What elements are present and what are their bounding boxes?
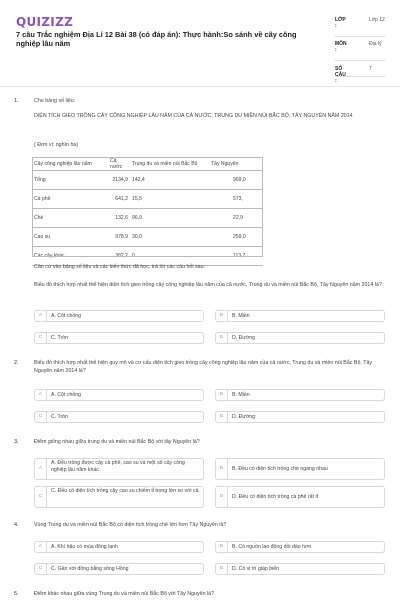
option-letter: D <box>216 333 228 343</box>
table-cell: 382,2 <box>108 247 130 266</box>
lop-label: LỚP : <box>335 17 346 29</box>
table-note: Căn cứ vào bảng số liệu và các kiến thức đã học, trả lời các câu hỏi sau: <box>34 264 206 270</box>
option-letter: B <box>216 390 228 400</box>
page-title: 7 câu Trắc nghiệm Địa Lí 12 Bài 38 (có đáp án): Thực hành:So sánh về cây công nghiệp lâu năm <box>16 30 297 48</box>
option-text: C. Tròn <box>51 335 69 341</box>
table-cell: 0 <box>130 247 209 266</box>
option-text: A. Khí hậu có mùa đông lạnh <box>51 544 118 550</box>
answer-option-a[interactable] <box>34 541 204 553</box>
table-cell: 132,6 <box>108 209 130 228</box>
option-text: A. Cột chồng <box>51 313 81 319</box>
table-cell: 259,0 <box>209 228 263 247</box>
answer-option-c[interactable] <box>34 486 204 508</box>
option-text: D. Đều có diện tích trồng cà phê rất ít <box>232 494 319 500</box>
option-letter: C <box>35 564 47 574</box>
option-letter: A <box>35 459 47 479</box>
answer-option-b[interactable] <box>215 310 385 322</box>
answer-option-a[interactable] <box>34 389 204 401</box>
question-number: 4. <box>14 522 19 528</box>
table-cell: 113,7 <box>209 247 263 266</box>
option-letter: C <box>35 487 47 507</box>
question-intro: Cho bảng số liệu: <box>34 98 76 104</box>
quizizz-logo: QUIZIZZ <box>16 15 74 29</box>
option-letter: B <box>216 542 228 552</box>
table-cell: 22,9 <box>209 209 263 228</box>
answer-option-d[interactable] <box>215 486 385 508</box>
option-text: A. Đều trồng được cây cà phê, cao su và một số cây công nghiệp lâu năm khác <box>51 460 185 473</box>
answer-option-b[interactable] <box>215 541 385 553</box>
option-letter: B <box>216 311 228 321</box>
option-text: B. Miền <box>232 392 250 398</box>
option-letter: B <box>216 459 228 479</box>
table-cell: 573, <box>209 190 263 209</box>
option-text: D. Đường <box>232 414 256 420</box>
option-letter: C <box>35 333 47 343</box>
table-cell: Cao su <box>32 228 108 247</box>
data-table <box>32 157 263 266</box>
table-row <box>32 228 263 247</box>
answer-option-a[interactable] <box>34 458 204 480</box>
table-cell: 30,0 <box>130 228 209 247</box>
option-letter: D <box>216 487 228 507</box>
option-text: D. Đường <box>232 335 256 341</box>
question-number: 5. <box>14 591 19 597</box>
table-row <box>32 190 263 209</box>
mon-label: MÔN : <box>335 41 347 53</box>
option-text: B. Có nguồn lao động dồi dào hơn <box>232 544 312 550</box>
question-number: 2. <box>14 360 19 366</box>
option-letter: D <box>216 564 228 574</box>
header-divider <box>0 86 400 87</box>
table-cell: 978,9 <box>108 228 130 247</box>
option-letter: A <box>35 311 47 321</box>
answer-option-a[interactable] <box>34 310 204 322</box>
table-cell: Tổng <box>32 171 108 190</box>
option-letter: C <box>35 412 47 422</box>
table-header-cell: Cây công nghiệp lâu năm <box>32 158 108 171</box>
question-number: 3. <box>14 439 19 445</box>
option-text: C. Đều có diện tích trồng cây cao su chiếm tỉ trọng lớn so với cả <box>51 488 199 494</box>
table-cell: Cà phê <box>32 190 108 209</box>
divider <box>335 76 385 77</box>
table-cell: Các cây khác <box>32 247 108 266</box>
answer-option-c[interactable] <box>34 563 204 575</box>
socau-label: SỐ CÂU : <box>335 66 346 84</box>
answer-option-d[interactable] <box>215 332 385 344</box>
table-title: DIỆN TÍCH GIEO TRỒNG CÂY CÔNG NGHIỆP LÂU NĂM CỦA CẢ NƯỚC, TRUNG DU MIỀN NÚI BẮC BỘ, TÂY NGUYÊN NĂM 2014 <box>34 113 353 119</box>
table-cell: 641,2 <box>108 190 130 209</box>
table-row <box>32 171 263 190</box>
table-cell: Chè <box>32 209 108 228</box>
table-row <box>32 209 263 228</box>
table-header-row <box>32 158 263 171</box>
option-text: C. Tròn <box>51 414 69 420</box>
table-cell: 15,5 <box>130 190 209 209</box>
socau-value: 7 <box>369 66 372 72</box>
mon-value: Địa lý <box>369 41 382 47</box>
table-cell: 969,0 <box>209 171 263 190</box>
answer-option-b[interactable] <box>215 458 385 480</box>
question-text: Biểu đồ thích hợp nhất thể hiện quy mô và cơ cấu diện tích gieo trồng cây công nghiệp lâu năm của cả nước, Trung du và miền núi Bắc Bộ, Tây Nguyên năm 2014 là? <box>34 360 373 374</box>
option-text: B. Miền <box>232 313 250 319</box>
table-cell: 142,4 <box>130 171 209 190</box>
answer-option-b[interactable] <box>215 389 385 401</box>
option-letter: A <box>35 542 47 552</box>
lop-value: Lớp 12 <box>369 17 385 23</box>
question-text: Điểm giống nhau giữa trung du và miền núi Bắc Bộ với tây Nguyên là? <box>34 439 200 445</box>
option-letter: A <box>35 390 47 400</box>
answer-option-c[interactable] <box>34 411 204 423</box>
option-letter: D <box>216 412 228 422</box>
table-header-cell: Cả nước <box>108 158 130 171</box>
divider <box>335 36 385 37</box>
table-header-cell: Trung du và miền núi Bắc Bộ <box>130 158 209 171</box>
question-text: Biểu đồ thích hợp nhất thể hiện diện tích gieo trồng cây công nghiệp lâu năm của cả nước, Trung du và miền núi Bắc Bộ, Tây Nguyên năm 2014 là? <box>34 282 382 288</box>
option-text: D. Có vị trí giáp biển <box>232 566 279 572</box>
answer-option-d[interactable] <box>215 563 385 575</box>
question-number: 1. <box>14 98 19 104</box>
table-unit: ( Đơn vị: nghìn ha) <box>34 142 79 148</box>
table-cell: 96,9 <box>130 209 209 228</box>
option-text: B. Đều có diện tích trồng chè ngang nhau <box>232 466 328 472</box>
table-cell: 2134,9 <box>108 171 130 190</box>
answer-option-c[interactable] <box>34 332 204 344</box>
table-header-cell: Tây Nguyên <box>209 158 263 171</box>
question-text: Vùng Trung du và miền núi Bắc Bộ có diện tích trồng chè lớn hơn Tây Nguyên là? <box>34 522 227 528</box>
divider <box>335 60 385 61</box>
option-text: C. Gần với đồng bằng sông Hồng <box>51 566 129 572</box>
option-text: A. Cột chồng <box>51 392 81 398</box>
question-text: Điểm khác nhau giữa vùng Trung du và miền núi Bắc Bộ với Tây Nguyên là? <box>34 591 215 597</box>
answer-option-d[interactable] <box>215 411 385 423</box>
